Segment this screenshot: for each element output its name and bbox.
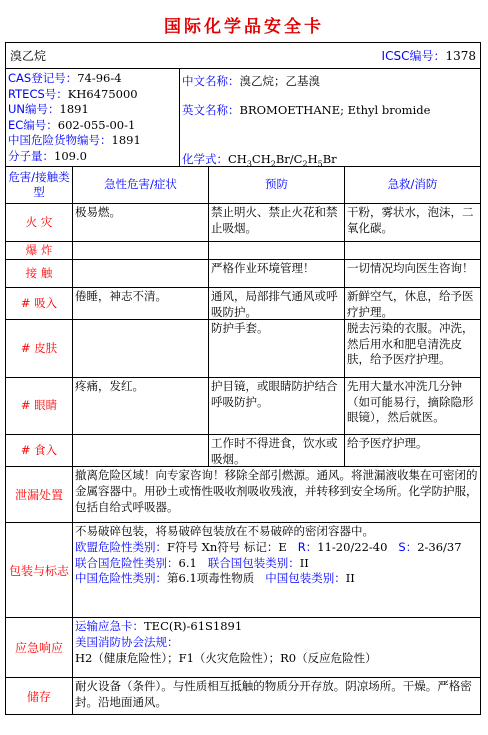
- hazard-symptom: [73, 320, 209, 378]
- hazard-aid: 新鲜空气，休息，给予医疗护理。: [345, 288, 480, 320]
- header-row: [6, 43, 480, 69]
- identifier-list: [6, 69, 180, 166]
- packaging-text: 不易破碎包装，将易破碎包装放在不易破碎的密闭容器中。 欧盟危险性类别：F符号 Xn符号 标记：E R：11-20/22-40 S：2-36/37 联合国危险性类别：6.1 联合国包装类别：II 中国危险性类别：第6.1项毒性物质 中国包装类别：II: [75, 524, 462, 586]
- hazard-type: 爆 炸: [6, 242, 73, 260]
- hazard-symptom: [73, 242, 209, 260]
- hazard-type: # 食入: [6, 435, 73, 467]
- chemical-formula: 化学式：$CH_3CH_2Br/C_2H_5Br$: [182, 152, 337, 169]
- hazard-prevention: [209, 242, 345, 260]
- hazard-symptom: 疼痛，发红。: [73, 378, 209, 435]
- icsc-number: ICSC编号：1378: [381, 49, 476, 63]
- identifier-item: 中国危险货物编号：1891: [8, 133, 141, 148]
- identifier-item: 分子量：109.0: [8, 148, 87, 163]
- identifier-block: [6, 69, 480, 167]
- hazard-grid: [6, 167, 480, 467]
- hazard-type: # 眼睛: [6, 378, 73, 435]
- packaging-label: 包装与标志: [6, 523, 73, 617]
- spill-label: 泄漏处置: [6, 467, 73, 522]
- hazard-symptom: 倦睡，神志不清。: [73, 288, 209, 320]
- hazard-prevention: 通风，局部排气通风或呼吸防护。: [209, 288, 345, 320]
- identifier-item: UN编号：1891: [8, 102, 89, 117]
- col-header-aid: 急救/消防: [345, 167, 480, 204]
- hazard-prevention: 护目镜，或眼睛防护结合呼吸防护。: [209, 378, 345, 435]
- chemical-name: 溴乙烷: [10, 49, 47, 63]
- hazard-symptom: [73, 260, 209, 288]
- hazard-prevention: 严格作业环境管理！: [209, 260, 345, 288]
- hazard-prevention: 禁止明火、禁止火花和禁止吸烟。: [209, 204, 345, 242]
- hazard-aid: 脱去污染的衣服。冲洗，然后用水和肥皂清洗皮肤，给予医疗护理。: [345, 320, 480, 378]
- emergency-row: [6, 618, 480, 678]
- hazard-prevention: 工作时不得进食，饮水或吸烟。: [209, 435, 345, 467]
- chinese-name: 中文名称：溴乙烷；乙基溴: [182, 74, 320, 88]
- hazard-prevention: 防护手套。: [209, 320, 345, 378]
- identifier-item: RTECS号：KH6475000: [8, 86, 138, 101]
- spill-text: 撤离危险区域！向专家咨询！移除全部引燃源。通风。将泄漏液收集在可密闭的金属容器中。用砂土或惰性吸收剂吸收残液，并转移到安全场所。化学防护服，包括自给式呼吸器。: [75, 468, 478, 514]
- hazard-aid: 先用大量水冲洗几分钟（如可能易行，摘除隐形眼镜），然后就医。: [345, 378, 480, 435]
- hazard-aid: [345, 242, 480, 260]
- emergency-label: 应急响应: [6, 618, 73, 677]
- identifier-item: CAS登记号：74-96-4: [8, 71, 122, 85]
- col-header-prevention: 预防: [209, 167, 345, 204]
- hazard-symptom: [73, 435, 209, 467]
- storage-label: 储存: [6, 678, 73, 714]
- storage-row: [6, 678, 480, 714]
- identifier-item: EC编号：602-055-00-1: [8, 117, 136, 132]
- spill-row: [6, 467, 480, 523]
- formula-value: $CH_3CH_2Br/C_2H_5Br$: [228, 152, 337, 169]
- card-title: 国际化学品安全卡: [164, 17, 324, 37]
- english-name: 英文名称：BROMOETHANE; Ethyl bromide: [182, 103, 431, 117]
- col-header-type: 危害/接触类型: [6, 167, 73, 204]
- hazard-type: 接 触: [6, 260, 73, 288]
- card-sheet: [5, 42, 481, 715]
- hazard-symptom: 极易燃。: [73, 204, 209, 242]
- hazard-aid: 一切情况均向医生咨询！: [345, 260, 480, 288]
- storage-text: 耐火设备（条件）。与性质相互抵触的物质分开存放。阴凉场所。干燥。严格密封。沿地面通风。: [75, 679, 472, 709]
- packaging-row: [6, 523, 480, 618]
- hazard-aid: 给予医疗护理。: [345, 435, 480, 467]
- names-block: [180, 69, 480, 169]
- col-header-symptom: 急性危害/症状: [73, 167, 209, 204]
- emergency-text: 运输应急卡：TEC(R)-61S1891 美国消防协会法规：H2（健康危险性）；F1（火灾危险性）；R0（反应危险性）: [75, 619, 377, 665]
- hazard-table: [6, 167, 480, 467]
- hazard-type: 火 灾: [6, 204, 73, 242]
- hazard-type: # 吸入: [6, 288, 73, 320]
- hazard-type: # 皮肤: [6, 320, 73, 378]
- hazard-aid: 干粉，雾状水，泡沫，二氧化碳。: [345, 204, 480, 242]
